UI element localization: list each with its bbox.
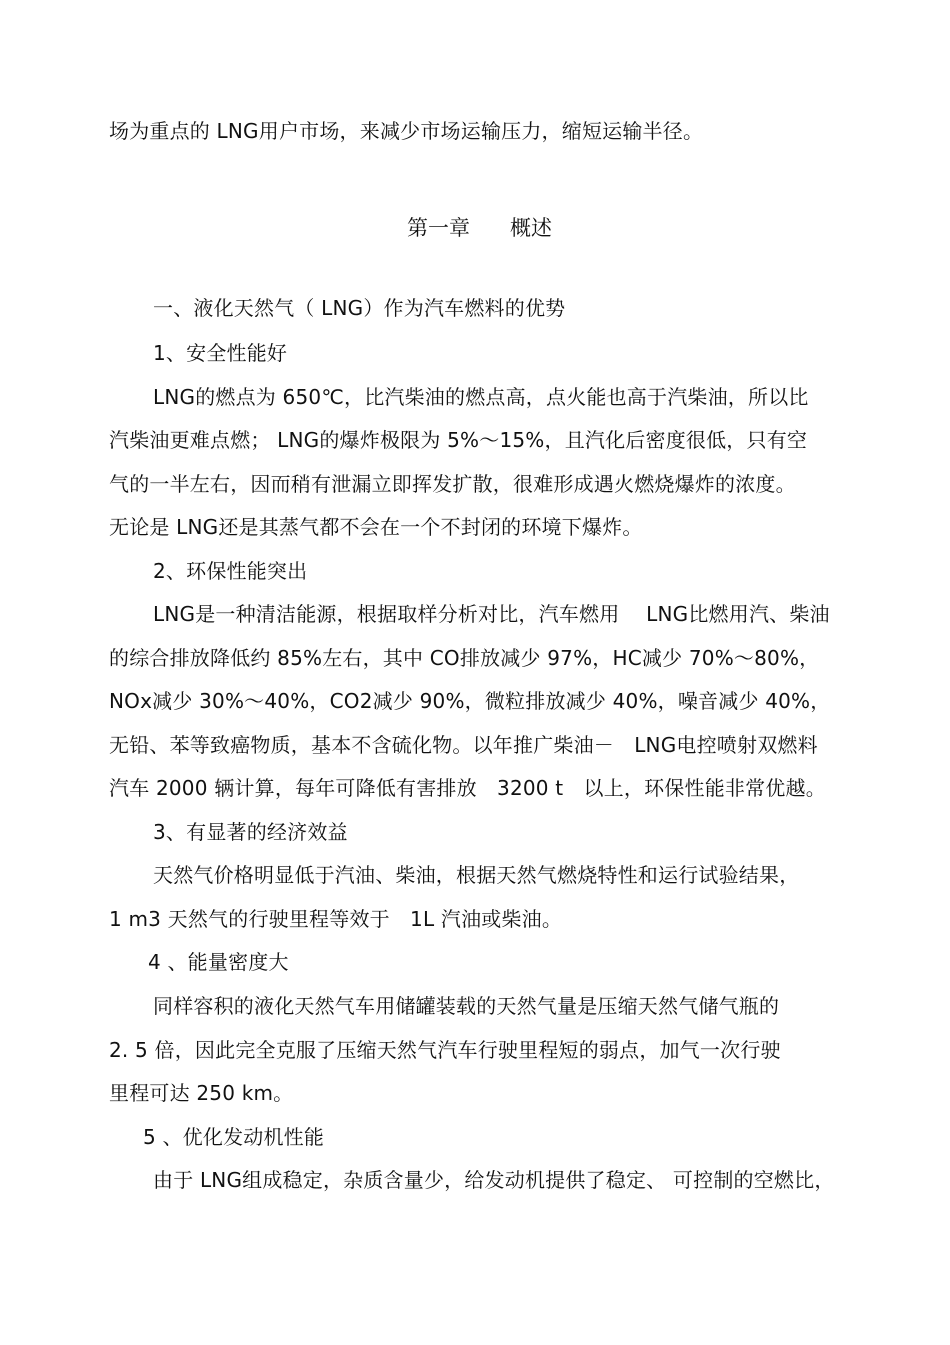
paragraph-line: 由于 LNG组成稳定，杂质含量少，给发动机提供了稳定、 可控制的空燃比， <box>153 1168 835 1192</box>
chapter-number: 第一章 <box>407 216 470 240</box>
continuation-text: 场为重点的 LNG用户市场，来减少市场运输压力，缩短运输半径。 <box>109 119 704 143</box>
item-heading-engine: 5 、优化发动机性能 <box>143 1125 325 1149</box>
paragraph-line: 汽车 2000 辆计算，每年可降低有害排放 3200 t 以上，环保性能非常优越。 <box>109 776 826 800</box>
paragraph-line: LNG是一种清洁能源，根据取样分析对比，汽车燃用 LNG比燃用汽、柴油 <box>153 602 830 626</box>
paragraph-line: 无铅、苯等致癌物质，基本不含硫化物。以年推广柴油－ LNG电控喷射双燃料 <box>109 733 818 757</box>
paragraph-line: 的综合排放降低约 85%左右，其中 CO排放减少 97%，HC减少 70%～80%， <box>109 646 820 670</box>
item-heading-economy: 3、有显著的经济效益 <box>153 820 348 844</box>
paragraph-line: 2. 5 倍，因此完全克服了压缩天然气汽车行驶里程短的弱点，加气一次行驶 <box>109 1038 781 1062</box>
paragraph-line: 同样容积的液化天然气车用储罐装载的天然气量是压缩天然气储气瓶的 <box>153 994 780 1018</box>
paragraph-line: 里程可达 250 km。 <box>109 1081 294 1105</box>
item-heading-energy-density: 4 、能量密度大 <box>148 950 289 974</box>
item-heading-safety: 1、安全性能好 <box>153 341 288 365</box>
section-heading: 一、液化天然气（ LNG）作为汽车燃料的优势 <box>153 296 566 320</box>
paragraph-line: 汽柴油更难点燃； LNG的爆炸极限为 5%～15%，且汽化后密度很低，只有空 <box>109 428 808 452</box>
paragraph-line: 气的一半左右，因而稍有泄漏立即挥发扩散，很难形成遇火燃烧爆炸的浓度。 <box>109 472 796 496</box>
paragraph-line: 天然气价格明显低于汽油、柴油，根据天然气燃烧特性和运行试验结果， <box>153 863 800 887</box>
chapter-name: 概述 <box>510 216 552 240</box>
paragraph-line: 1 m3 天然气的行驶里程等效于 1L 汽油或柴油。 <box>109 907 563 931</box>
chapter-title <box>407 214 552 242</box>
paragraph-line: 无论是 LNG还是其蒸气都不会在一个不封闭的环境下爆炸。 <box>109 515 643 539</box>
paragraph-line: NOx减少 30%～40%，CO2减少 90%，微粒排放减少 40%，噪音减少 40%， <box>109 689 831 713</box>
item-heading-environment: 2、环保性能突出 <box>153 559 308 583</box>
paragraph-line: LNG的燃点为 650℃，比汽柴油的燃点高，点火能也高于汽柴油，所以比 <box>153 385 809 409</box>
